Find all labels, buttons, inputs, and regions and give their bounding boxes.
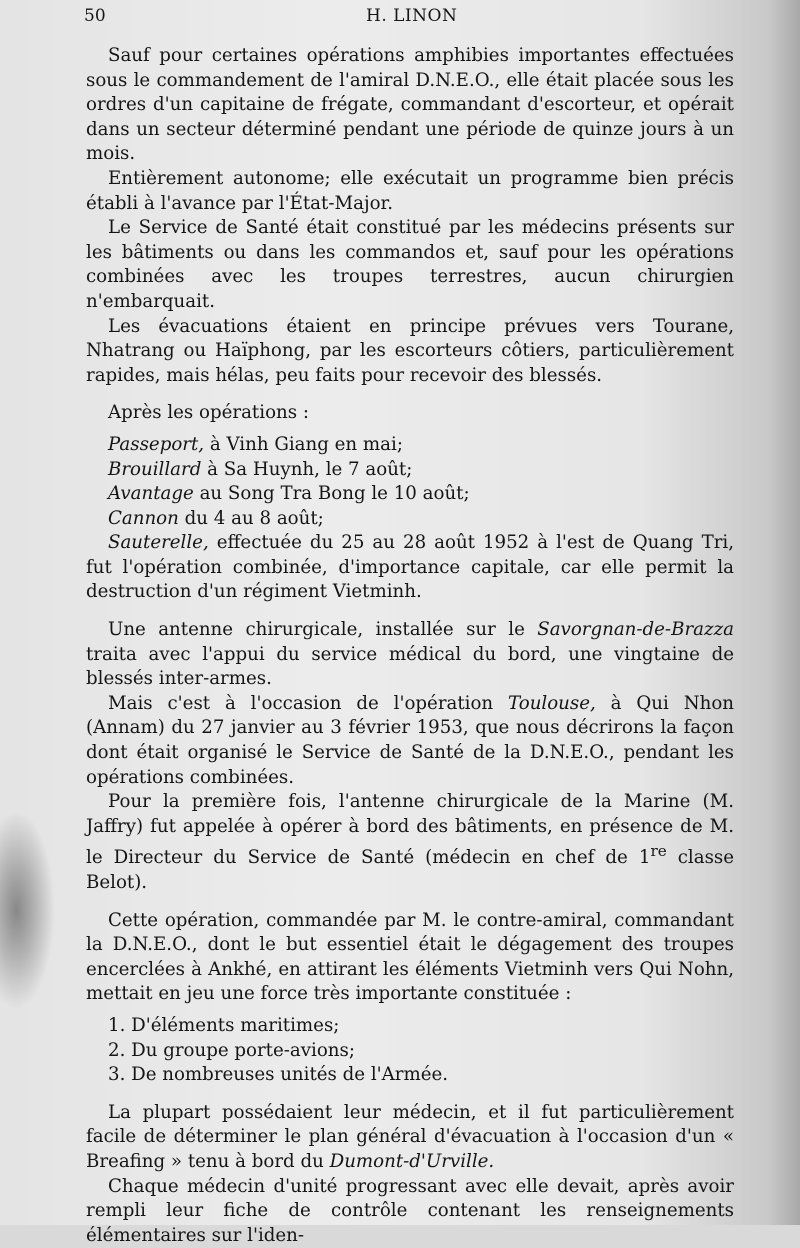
paragraph: Sauf pour certaines opérations amphibies importantes effectuées sous le commandement de l'amiral D.N.E.O., elle était placée sous les ordres d'un capitaine de frégate, commandant d'escorteur, et opérait dans un secteur déterminé pendant une période de quinze jours à un mois. [86,45,734,165]
paragraph: La plupart possédaient leur médecin, et il fut particulièrement facile de déterminer le plan général d'évacuation à l'occasion d'un « Breafing » tenu à bord du Dumont-d'Urville. [86,1101,734,1172]
operation-name: Cannon [108,507,179,529]
operation-item: Sauterelle, effectuée du 25 au 28 août 1952 à l'est de Quang Tri, fut l'opération combinée, d'importance capitale, car elle permit la destruction d'un régiment Vietminh. [86,532,734,603]
operation-name: Toulouse, [508,692,596,714]
paragraph: Chaque médecin d'unité progressant avec elle devait, après avoir rempli leur fiche de contrôle contenant les renseignements élémentaires sur l'iden- [86,1175,734,1246]
page-number: 50 [84,6,106,26]
list-item: 3. De nombreuses unités de l'Armée. [108,1064,449,1086]
page-body [86,44,734,1248]
paragraph: Les évacuations étaient en principe prévues vers Tourane, Nhatrang ou Haïphong, par les escorteurs côtiers, particulièrement rapides, mais hélas, peu faits pour recevoir des blessés. [86,315,734,386]
operation-item: Cannon du 4 au 8 août; [108,507,324,529]
list-item: 1. D'éléments maritimes; [108,1015,340,1037]
ship-name: Savorgnan-de-Brazza [537,619,734,641]
ship-name: Dumont-d'Urville. [329,1151,495,1172]
page-header [84,6,780,34]
operation-item: Avantage au Song Tra Bong le 10 août; [108,483,470,505]
paragraph: Mais c'est à l'occasion de l'opération Toulouse, à Qui Nhon (Annam) du 27 janvier au 3 février 1953, que nous décrirons la façon dont était organisé le Service de Santé de la D.N.E.O., pendant les opérations combinées. [86,692,734,788]
paragraph: Après les opérations : [108,402,309,424]
operation-item: Passeport, à Vinh Giang en mai; [108,433,403,455]
operation-name: Sauterelle, [108,532,209,554]
list-item: 2. Du groupe porte-avions; [108,1039,355,1061]
paragraph: Une antenne chirurgicale, installée sur le Savorgnan-de-Brazza traita avec l'appui du service médical du bord, une vingtaine de blessés inter-armes. [86,619,734,690]
operation-name: Brouillard [108,458,202,480]
operation-name: Passeport, [108,433,205,455]
paragraph: Cette opération, commandée par M. le contre-amiral, commandant la D.N.E.O., dont le but essentiel était le dégagement des troupes encerclées à Ankhé, en attirant les éléments Vietminh vers Qui Nohn, mettait en jeu une force très importante constituée : [86,909,734,1005]
paragraph: Le Service de Santé était constitué par les médecins présents sur les bâtiments ou dans les commandos et, sauf pour les opérations combinées avec les troupes terrestres, aucun chirurgien n'embarquait. [86,217,734,312]
operation-name: Avantage [108,483,194,505]
numbered-list [86,1014,734,1088]
running-head: H. LINON [366,6,458,26]
paragraph: Entièrement autonome; elle exécutait un programme bien précis établi à l'avance par l'État-Major. [86,167,734,214]
paragraph: Pour la première fois, l'antenne chirurgicale de la Marine (M. Jaffry) fut appelée à opérer à bord des bâtiments, en présence de M. le Directeur du Service de Santé (médecin en chef de 1re classe Belot). [86,791,734,894]
page-stain [0,810,55,1010]
operation-item: Brouillard à Sa Huynh, le 7 août; [108,458,413,480]
